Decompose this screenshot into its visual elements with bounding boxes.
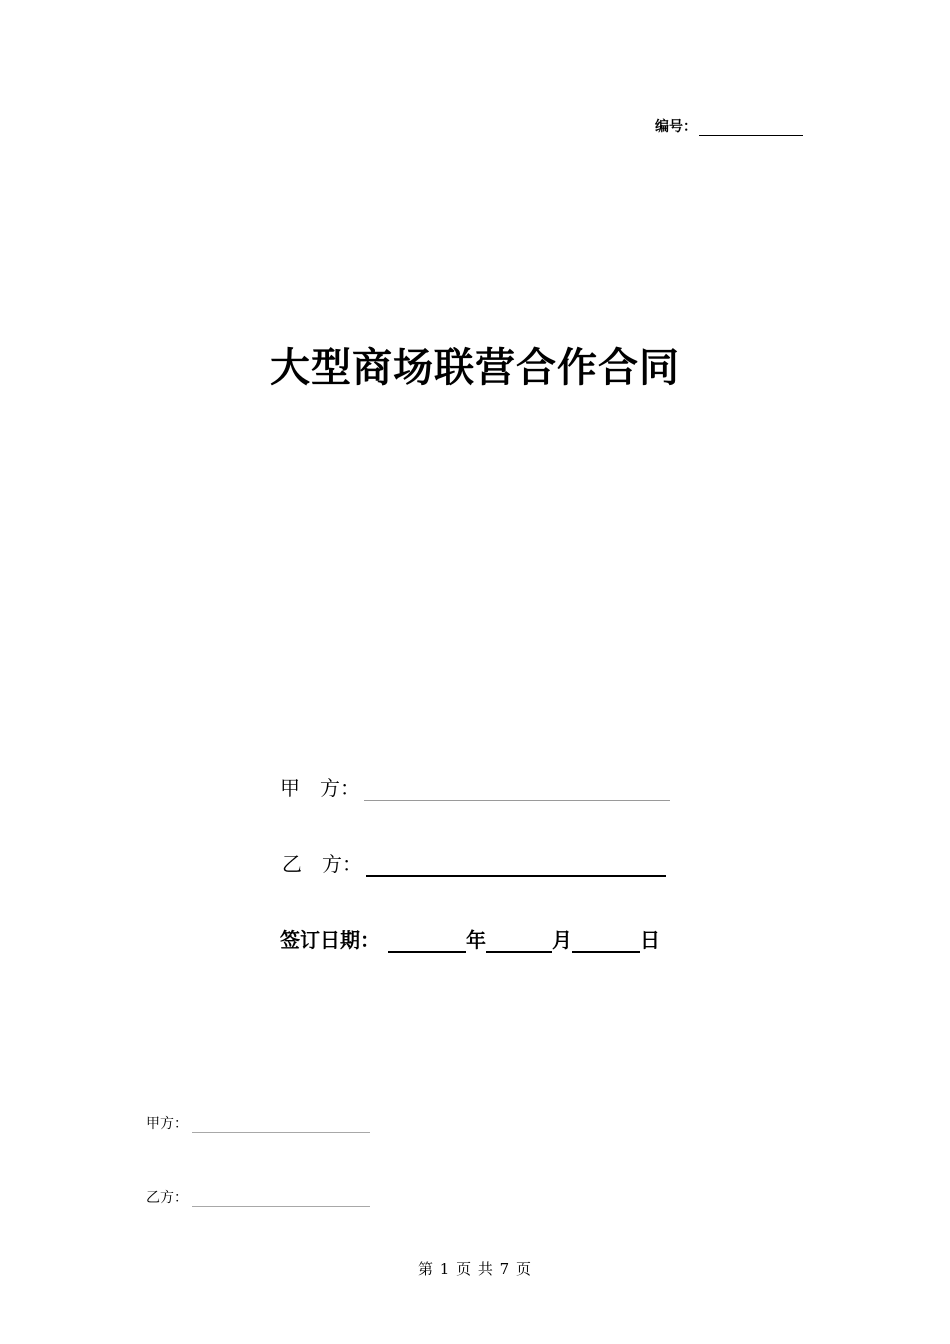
party-a-blank[interactable] [364, 780, 670, 801]
contract-number [655, 116, 803, 136]
page-number: 第 1 页 共 7 页 [418, 1260, 532, 1278]
signing-date-row [280, 924, 660, 953]
month-blank[interactable] [486, 929, 552, 953]
footer-party-a-blank[interactable] [192, 1118, 370, 1133]
party-a-row [280, 772, 670, 801]
footer-party-b-label: 乙方： [146, 1190, 188, 1206]
footer-party-b-row [146, 1187, 370, 1207]
month-label: 月 [552, 928, 572, 952]
footer-party-b-blank[interactable] [192, 1192, 370, 1207]
year-label: 年 [466, 928, 486, 952]
party-b-row [282, 848, 666, 877]
party-a-label: 甲 方： [280, 776, 360, 800]
document-title: 大型商场联营合作合同 [270, 345, 680, 391]
day-blank[interactable] [572, 929, 640, 953]
party-b-label: 乙 方： [282, 852, 362, 876]
footer-party-a-row [146, 1113, 370, 1133]
contract-number-blank[interactable] [699, 121, 803, 136]
party-b-blank[interactable] [366, 855, 666, 877]
footer-party-a-label: 甲方： [146, 1116, 188, 1132]
contract-number-label: 编号： [655, 119, 697, 135]
year-blank[interactable] [388, 929, 466, 953]
signing-date-label: 签订日期： [280, 928, 380, 952]
day-label: 日 [640, 928, 660, 952]
